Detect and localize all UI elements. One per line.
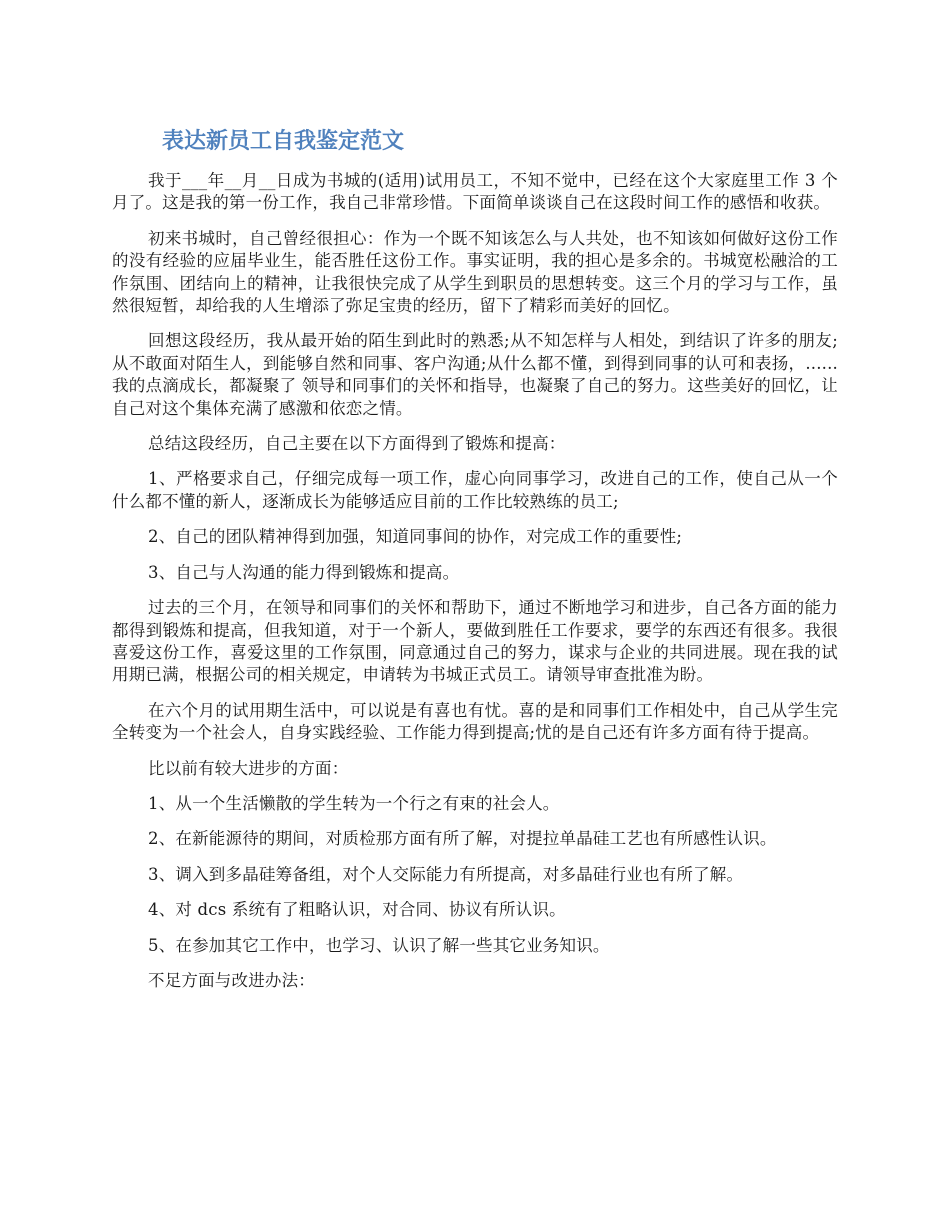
- paragraph-11: 1、从一个生活懒散的学生转为一个行之有束的社会人。: [148, 793, 560, 813]
- paragraph-14: 4、对 dcs 系统有了粗略认识，对合同、协议有所认识。: [148, 900, 566, 920]
- paragraph-15: 5、在参加其它工作中，也学习、认识了解一些其它业务知识。: [148, 935, 610, 955]
- paragraph-6: 2、自己的团队精神得到加强，知道同事间的协作，对完成工作的重要性;: [148, 527, 683, 547]
- paragraph-5: 1、严格要求自己，仔细完成每一项工作，虚心向同事学习，改进自己的工作，使自己从一个什么都不懂的新人，逐渐成长为能够适应目前的工作比较熟练的员工;: [112, 469, 838, 511]
- paragraph-9: 在六个月的试用期生活中，可以说是有喜也有忧。喜的是和同事们工作相处中，自己从学生完全转变为一个社会人，自身实践经验、工作能力得到提高;忧的是自己还有许多方面有待于提高。: [112, 700, 838, 743]
- paragraph-1: 我于___年__月__日成为书城的(适用)试用员工，不知不觉中，已经在这个大家庭里工作 3 个月了。这是我的第一份工作，我自己非常珍惜。下面简单谈谈自己在这段时间工作的感悟和收获。: [112, 171, 838, 213]
- paragraph-7: 3、自己与人沟通的能力得到锻炼和提高。: [148, 562, 460, 582]
- paragraph-16: 不足方面与改进办法：: [148, 970, 315, 990]
- paragraph-3: 回想这段经历，我从最开始的陌生到此时的熟悉;从不知怎样与人相处，到结识了许多的朋友;从不敢面对陌生人，到能够自然和同事、客户沟通;从什么都不懂，到得到同事的认可和表扬，...... 我的点滴成长，都凝聚了 领导和同事们的关怀和指导，也凝聚了自己的努力。这些美好的回忆，让自己对这个集体充满了感激和依恋之情。: [112, 331, 838, 418]
- document-body: [112, 170, 838, 1005]
- paragraph-13: 3、调入到多晶硅筹备组，对个人交际能力有所提高，对多晶硅行业也有所了解。: [148, 864, 744, 884]
- document-title: 表达新员工自我鉴定范文: [162, 129, 405, 154]
- paragraph-4: 总结这段经历，自己主要在以下方面得到了锻炼和提高：: [148, 434, 566, 454]
- paragraph-12: 2、在新能源待的期间，对质检那方面有所了解，对提拉单晶硅工艺也有所感性认识。: [148, 829, 777, 849]
- paragraph-8: 过去的三个月，在领导和同事们的关怀和帮助下，通过不断地学习和进步，自己各方面的能力都得到锻炼和提高，但我知道，对于一个新人，要做到胜任工作要求，要学的东西还有很多。我很喜爱这份工作，喜爱这里的工作氛围，同意通过自己的努力，谋求与企业的共同进展。现在我的试用期已满，根据公司的相关规定，申请转为书城正式员工。请领导审查批准为盼。: [112, 598, 838, 685]
- paragraph-10: 比以前有较大进步的方面：: [148, 758, 349, 778]
- paragraph-2: 初来书城时，自己曾经很担心：作为一个既不知该怎么与人共处，也不知该如何做好这份工作的没有经验的应届毕业生，能否胜任这份工作。事实证明，我的担心是多余的。书城宽松融洽的工作氛围、团结向上的精神，让我很快完成了从学生到职员的思想转变。这三个月的学习与工作，虽然很短暂，却给我的人生增添了弥足宝贵的经历，留下了精彩而美好的回忆。: [112, 228, 838, 316]
